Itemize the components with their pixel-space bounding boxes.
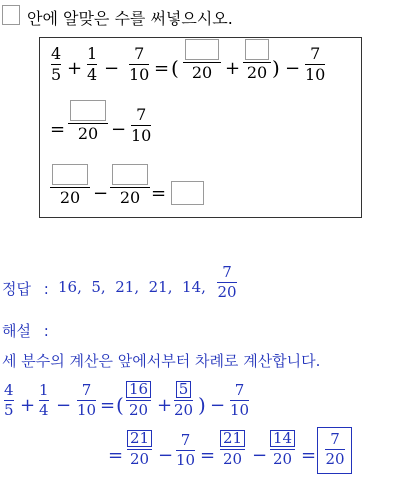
q1-blank-fraction-2 [243,39,271,81]
minus-sign: − [252,445,268,466]
minus-sign: − [104,58,120,79]
numerator: 7 [234,381,245,399]
minus-sign: − [93,183,109,204]
blank-numerator-input[interactable] [70,100,106,121]
numerator: 7 [81,381,92,399]
e1-answer-fraction-5-20 [174,381,193,418]
denominator: 20 [174,401,194,419]
blank-numerator-input[interactable] [52,164,88,185]
answer-label-text: 정답 [2,280,31,298]
blank-numerator-input[interactable] [112,164,148,185]
answer-values: 16, 5, 21, 21, 14, [58,278,206,296]
equals-sign: = [200,445,216,466]
minus-sign: − [158,445,174,466]
answer-last-fraction [217,265,237,300]
denominator: 20 [273,450,293,468]
explanation-label [2,320,49,341]
numerator: 4 [4,381,14,399]
minus-sign: − [56,395,72,416]
q1-fraction-7-10-b [305,46,325,83]
denominator: 10 [129,65,150,84]
numerator: 7 [136,105,147,124]
denominator: 4 [39,401,49,419]
q1-fraction-1-4 [87,46,97,83]
plus-sign: + [157,395,173,416]
plus-sign: + [20,395,36,416]
q3-blank-fraction-1 [50,164,90,206]
answer-numerator: 14 [270,430,295,447]
denominator: 10 [230,401,250,419]
answer-numerator: 21 [220,430,245,447]
denominator: 4 [87,65,98,84]
minus-sign: − [285,58,301,79]
numerator: 7 [310,44,321,63]
denominator: 20 [77,124,99,143]
q2-blank-fraction [68,100,108,142]
left-paren: ( [116,393,124,417]
q1-fraction-4-5 [51,46,61,83]
explanation-colon: : [43,322,49,340]
numerator: 7 [180,431,191,449]
numerator: 1 [87,44,98,63]
denominator: 10 [77,401,97,419]
equals-sign: = [151,183,167,204]
answer-colon: : [43,280,49,298]
answer-label [2,278,49,299]
denominator: 20 [119,188,141,207]
denominator: 10 [176,451,196,469]
answer-numerator: 21 [127,430,152,447]
denominator: 20 [325,450,345,468]
blank-numerator-input[interactable] [185,39,219,60]
e1-fraction-7-10 [77,383,96,418]
equals-sign: = [301,445,317,466]
denominator: 20 [130,450,150,468]
e2-answer-fraction-21-20 [127,430,152,467]
denominator: 20 [246,63,268,82]
explanation-label-text: 해설 [2,322,31,340]
minus-sign: − [111,119,127,140]
answer-numerator: 16 [126,381,151,398]
final-answer-box [317,427,352,474]
answer-box-icon [2,5,20,25]
left-paren: ( [171,56,179,80]
denominator: 5 [4,401,14,419]
numerator: 7 [222,263,232,281]
denominator: 20 [217,283,237,301]
plus-sign: + [67,58,83,79]
denominator: 20 [191,63,213,82]
numerator: 7 [134,44,145,63]
equals-sign: = [100,395,116,416]
q3-blank-fraction-2 [110,164,150,206]
explanation-text: 세 분수의 계산은 앞에서부터 차례로 계산합니다. [2,352,321,370]
denominator: 10 [305,65,326,84]
denominator: 20 [129,401,149,419]
answer-numerator: 5 [176,381,192,398]
denominator: 5 [51,65,62,84]
equals-sign: = [154,58,170,79]
plus-sign: + [225,58,241,79]
equals-sign: = [50,119,66,140]
q1-blank-fraction-1 [183,39,221,81]
denominator: 20 [223,450,243,468]
e1-fraction-7-10-b [230,383,249,418]
e2-answer-fraction-21-20-b [220,430,245,467]
right-paren: ) [198,393,206,417]
blank-numerator-input[interactable] [245,39,269,60]
denominator: 10 [131,126,152,145]
numerator: 1 [39,381,49,399]
equals-sign: = [108,445,124,466]
blank-result-input[interactable] [171,181,204,205]
numerator: 7 [330,430,340,448]
instruction-text: 안에 알맞은 수를 써넣으시오. [27,9,233,28]
e1-fraction-1-4 [39,383,49,418]
e2-final-fraction-7-20 [325,432,345,467]
right-paren: ) [272,56,280,80]
q1-fraction-7-10 [129,46,149,83]
e2-answer-fraction-14-20 [270,430,295,467]
e1-fraction-4-5 [4,383,14,418]
q2-fraction-7-10 [131,107,151,144]
e1-answer-fraction-16-20 [126,381,151,418]
minus-sign: − [210,395,226,416]
e2-fraction-7-10 [176,433,195,468]
denominator: 20 [59,188,81,207]
numerator: 4 [51,44,62,63]
